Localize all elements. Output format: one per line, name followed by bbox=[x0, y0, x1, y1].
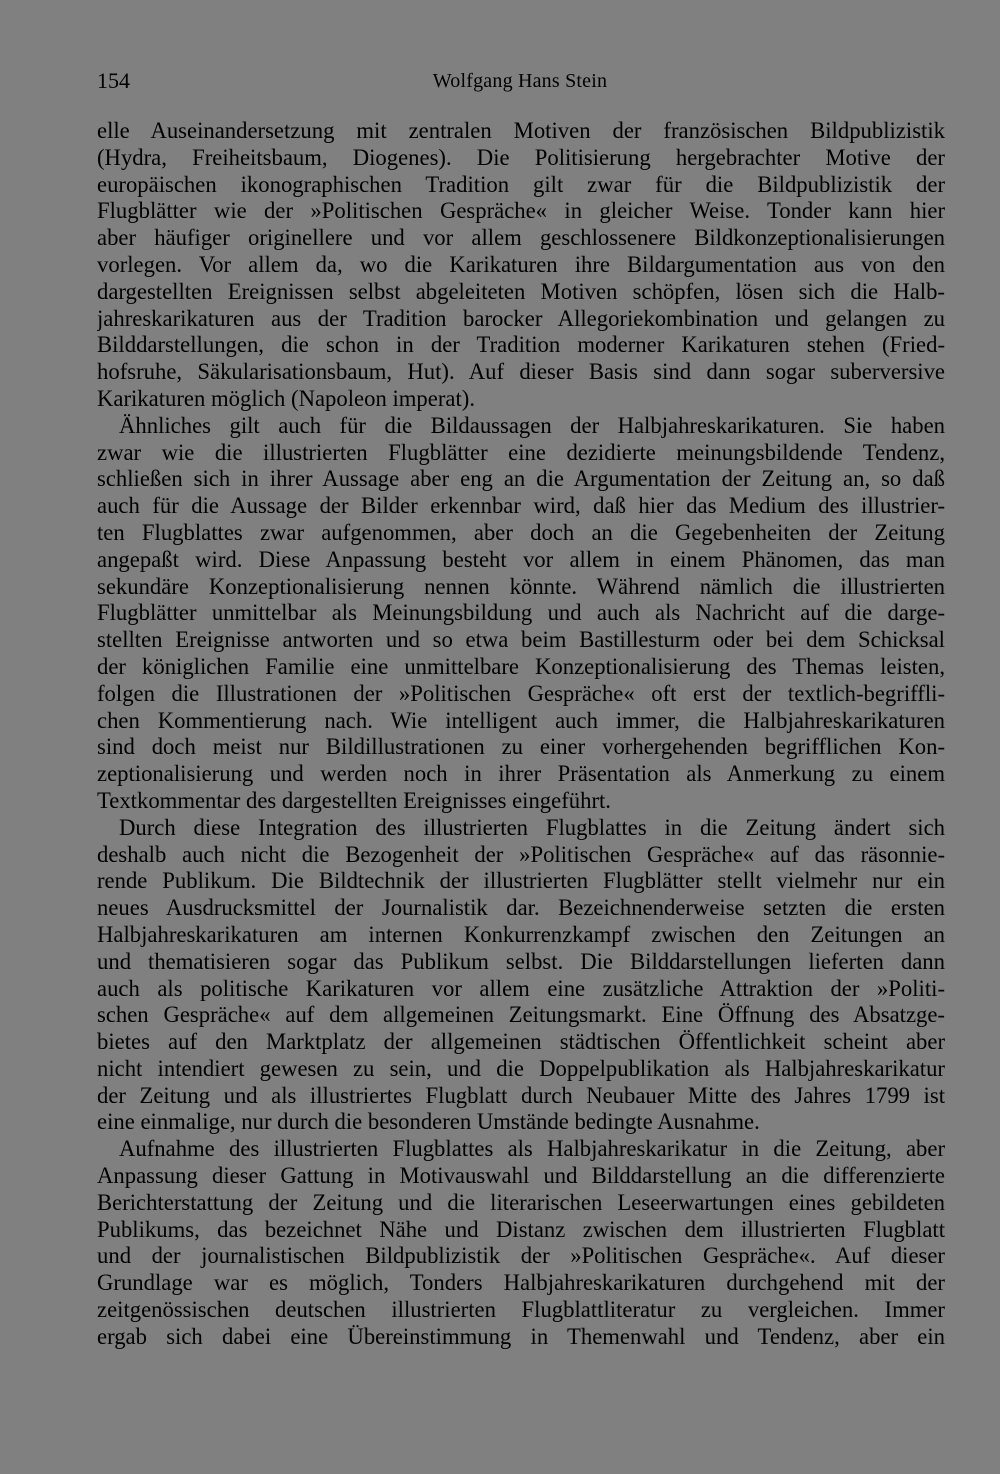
text-line: der Zeitung und als illustriertes Flugblatt durch Neubauer Mitte des Jahres 1799 ist bbox=[97, 1082, 945, 1108]
paragraph bbox=[97, 1136, 945, 1350]
text-line: sind doch meist nur Bildillustrationen zu einer vorhergehenden begrifflichen Kon- bbox=[97, 734, 945, 760]
text-line: bietes auf den Marktplatz der allgemeinen städtischen Öffentlichkeit scheint aber bbox=[97, 1029, 945, 1055]
text-line: europäischen ikonographischen Tradition gilt zwar für die Bildpublizistik der bbox=[97, 171, 945, 197]
text-line: Berichterstattung der Zeitung und die literarischen Leseerwartungen eines gebildeten bbox=[97, 1189, 945, 1215]
text-line: schließen sich in ihrer Aussage aber eng an die Argumentation der Zeitung an, so daß bbox=[97, 466, 945, 492]
text-line: Ähnliches gilt auch für die Bildaussagen der Halbjahreskarikaturen. Sie haben bbox=[119, 412, 945, 438]
text-line: jahreskarikaturen aus der Tradition barocker Allegoriekombination und gelangen zu bbox=[97, 305, 945, 331]
text-line: (Hydra, Freiheitsbaum, Diogenes). Die Politisierung hergebrachter Motive der bbox=[97, 144, 945, 170]
text-line: sekundäre Konzeptionalisierung nennen könnte. Während nämlich die illustrierten bbox=[97, 573, 945, 599]
text-line: nicht intendiert gewesen zu sein, und die Doppelpublikation als Halbjahreskarikatur bbox=[97, 1055, 945, 1081]
text-line: chen Kommentierung nach. Wie intelligent auch immer, die Halbjahreskarikaturen bbox=[97, 707, 945, 733]
text-line: Anpassung dieser Gattung in Motivauswahl und Bilddarstellung an die differenzierte bbox=[97, 1163, 945, 1189]
text-line: neues Ausdrucksmittel der Journalistik dar. Bezeichnenderweise setzten die ersten bbox=[97, 895, 945, 921]
paragraph bbox=[97, 413, 945, 815]
text-line: Halbjahreskarikaturen am internen Konkurrenzkampf zwischen den Zeitungen an bbox=[97, 921, 945, 947]
text-line: angepaßt wird. Diese Anpassung besteht vor allem in einem Phänomen, das man bbox=[97, 546, 945, 572]
body-text bbox=[97, 118, 945, 1351]
text-line: deshalb auch nicht die Bezogenheit der »Politischen Gespräche« auf das räsonnie- bbox=[97, 841, 945, 867]
text-line: Grundlage war es möglich, Tonders Halbjahreskarikaturen durchgehend mit der bbox=[97, 1270, 945, 1296]
text-line: schen Gespräche« auf dem allgemeinen Zeitungsmarkt. Eine Öffnung des Absatzge- bbox=[97, 1002, 945, 1028]
text-line: dargestellten Ereignissen selbst abgeleiteten Motiven schöpfen, lösen sich die Halb- bbox=[97, 278, 945, 304]
paragraph bbox=[97, 815, 945, 1137]
text-line: zeitgenössischen deutschen illustrierten Flugblattliteratur zu vergleichen. Immer bbox=[97, 1297, 945, 1323]
text-line: Durch diese Integration des illustrierten Flugblattes in die Zeitung ändert sich bbox=[119, 814, 945, 840]
text-line: eine einmalige, nur durch die besonderen Umstände bedingte Ausnahme. bbox=[97, 1109, 760, 1135]
page-number: 154 bbox=[97, 68, 130, 93]
text-line: elle Auseinandersetzung mit zentralen Motiven der französischen Bildpublizistik bbox=[97, 118, 945, 143]
text-line: Bilddarstellungen, die schon in der Tradition moderner Karikaturen stehen (Fried- bbox=[97, 332, 945, 358]
text-line: Textkommentar des dargestellten Ereignisses eingeführt. bbox=[97, 787, 611, 813]
text-line: ergab sich dabei eine Übereinstimmung in Themenwahl und Tendenz, aber ein bbox=[97, 1323, 945, 1349]
text-line: und der journalistischen Bildpublizistik der »Politischen Gespräche«. Auf dieser bbox=[97, 1243, 945, 1269]
paragraph bbox=[97, 118, 945, 413]
text-line: der königlichen Familie eine unmittelbare Konzeptionalisierung des Themas leisten, bbox=[97, 653, 945, 679]
text-line: hofsruhe, Säkularisationsbaum, Hut). Auf dieser Basis sind dann sogar suberversive bbox=[97, 359, 945, 385]
text-line: rende Publikum. Die Bildtechnik der illustrierten Flugblätter stellt vielmehr nur ein bbox=[97, 868, 945, 894]
text-line: und thematisieren sogar das Publikum selbst. Die Bilddarstellungen lieferten dann bbox=[97, 948, 945, 974]
text-line: vorlegen. Vor allem da, wo die Karikaturen ihre Bildargumentation aus von den bbox=[97, 251, 945, 277]
text-line: stellten Ereignisse antworten und so etwa beim Bastillesturm oder bei dem Schicksal bbox=[97, 627, 945, 653]
text-line: zwar wie die illustrierten Flugblätter eine dezidierte meinungsbildende Tendenz, bbox=[97, 439, 945, 465]
running-head bbox=[97, 66, 943, 96]
text-line: Flugblätter unmittelbar als Meinungsbildung und auch als Nachricht auf die darge- bbox=[97, 600, 945, 626]
running-title: Wolfgang Hans Stein bbox=[432, 70, 608, 92]
text-line: auch als politische Karikaturen vor allem eine zusätzliche Attraktion der »Politi- bbox=[97, 975, 945, 1001]
text-line: zeptionalisierung und werden noch in ihrer Präsentation als Anmerkung zu einem bbox=[97, 761, 945, 787]
text-line: ten Flugblattes zwar aufgenommen, aber doch an die Gegebenheiten der Zeitung bbox=[97, 519, 945, 545]
text-line: Aufnahme des illustrierten Flugblattes als Halbjahreskarikatur in die Zeitung, aber bbox=[119, 1136, 945, 1162]
text-line: folgen die Illustrationen der »Politischen Gespräche« oft erst der textlich-begriffli- bbox=[97, 680, 945, 706]
text-line: Karikaturen möglich (Napoleon imperat). bbox=[97, 385, 475, 411]
text-line: aber häufiger originellere und vor allem geschlossenere Bildkonzeptionalisierungen bbox=[97, 225, 945, 251]
text-line: Flugblätter wie der »Politischen Gespräche« in gleicher Weise. Tonder kann hier bbox=[97, 198, 945, 224]
text-line: auch für die Aussage der Bilder erkennbar wird, daß hier das Medium des illustrier- bbox=[97, 493, 945, 519]
text-line: Publikums, das bezeichnet Nähe und Distanz zwischen dem illustrierten Flugblatt bbox=[97, 1216, 945, 1242]
